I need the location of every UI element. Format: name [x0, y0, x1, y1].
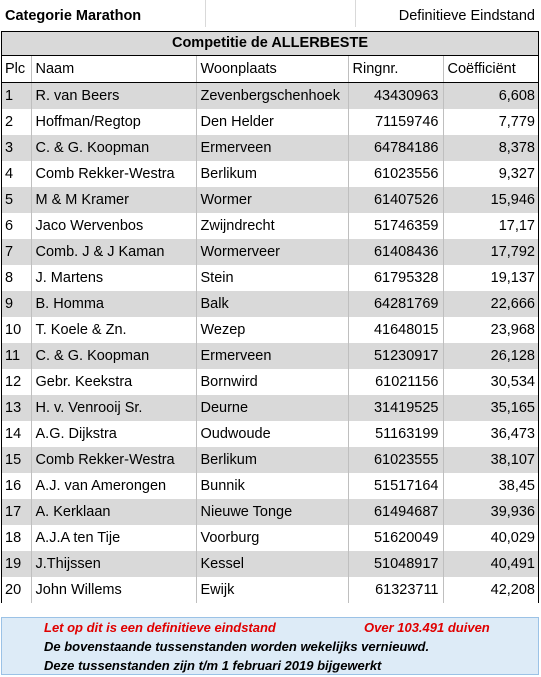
table-row	[1, 499, 539, 525]
cell-ringnr[interactable]: 61023555	[348, 447, 443, 473]
column-header-naam[interactable]: Naam	[31, 56, 196, 83]
table-row	[1, 109, 539, 135]
cell-woonplaats[interactable]: Ermerveen	[196, 135, 348, 161]
category-title: Categorie Marathon	[5, 8, 142, 24]
table-row	[1, 291, 539, 317]
cell-woonplaats[interactable]: Bunnik	[196, 473, 348, 499]
cell-coefficient[interactable]: 17,17	[443, 213, 539, 239]
cell-ringnr[interactable]: 61795328	[348, 265, 443, 291]
table-row	[1, 421, 539, 447]
cell-coefficient[interactable]: 42,208	[443, 577, 539, 603]
cell-ringnr[interactable]: 51163199	[348, 421, 443, 447]
table-row	[1, 317, 539, 343]
table-row	[1, 213, 539, 239]
cell-coefficient[interactable]: 8,378	[443, 135, 539, 161]
cell-plc[interactable]: 5	[1, 187, 31, 213]
table-row	[1, 83, 539, 110]
cell-coefficient[interactable]: 19,137	[443, 265, 539, 291]
update-date-note: Deze tussenstanden zijn t/m 1 februari 2019 bijgewerkt	[44, 658, 382, 673]
cell-coefficient[interactable]: 36,473	[443, 421, 539, 447]
cell-woonplaats[interactable]: Balk	[196, 291, 348, 317]
table-row	[1, 265, 539, 291]
cell-coefficient[interactable]: 17,792	[443, 239, 539, 265]
cell-naam[interactable]: H. v. Venrooij Sr.	[31, 395, 196, 421]
cell-naam[interactable]: Jaco Wervenbos	[31, 213, 196, 239]
cell-coefficient[interactable]: 35,165	[443, 395, 539, 421]
cell-ringnr[interactable]: 51048917	[348, 551, 443, 577]
standing-status: Definitieve Eindstand	[398, 8, 535, 24]
cell-naam[interactable]: C. & G. Koopman	[31, 343, 196, 369]
cell-woonplaats[interactable]: Wormerveer	[196, 239, 348, 265]
cell-coefficient[interactable]: 40,029	[443, 525, 539, 551]
cell-plc[interactable]: 12	[1, 369, 31, 395]
cell-woonplaats[interactable]: Wezep	[196, 317, 348, 343]
cell-plc[interactable]: 19	[1, 551, 31, 577]
cell-plc[interactable]: 17	[1, 499, 31, 525]
cell-naam[interactable]: John Willems	[31, 577, 196, 603]
table-row	[1, 161, 539, 187]
cell-woonplaats[interactable]: Wormer	[196, 187, 348, 213]
cell-woonplaats[interactable]: Voorburg	[196, 525, 348, 551]
cell-plc[interactable]: 13	[1, 395, 31, 421]
cell-plc[interactable]: 10	[1, 317, 31, 343]
table-row	[1, 473, 539, 499]
cell-naam[interactable]: A. Kerklaan	[31, 499, 196, 525]
cell-naam[interactable]: Comb Rekker-Westra	[31, 447, 196, 473]
cell-plc[interactable]: 7	[1, 239, 31, 265]
cell-woonplaats[interactable]: Zwijndrecht	[196, 213, 348, 239]
cell-naam[interactable]: J. Martens	[31, 265, 196, 291]
cell-woonplaats[interactable]: Zevenbergschenhoek	[196, 83, 348, 110]
footer-notes	[1, 617, 539, 675]
cell-ringnr[interactable]: 31419525	[348, 395, 443, 421]
column-header-woonplaats[interactable]: Woonplaats	[196, 56, 348, 83]
cell-ringnr[interactable]: 64784186	[348, 135, 443, 161]
cell-naam[interactable]: Gebr. Keekstra	[31, 369, 196, 395]
cell-coefficient[interactable]: 6,608	[443, 83, 539, 110]
cell-ringnr[interactable]: 61023556	[348, 161, 443, 187]
cell-ringnr[interactable]: 61021156	[348, 369, 443, 395]
cell-woonplaats[interactable]: Oudwoude	[196, 421, 348, 447]
cell-coefficient[interactable]: 22,666	[443, 291, 539, 317]
cell-ringnr[interactable]: 51620049	[348, 525, 443, 551]
table-row	[1, 577, 539, 603]
header-row	[1, 56, 539, 83]
cell-plc[interactable]: 16	[1, 473, 31, 499]
table-row	[1, 447, 539, 473]
table-row	[1, 135, 539, 161]
cell-naam[interactable]: Comb Rekker-Westra	[31, 161, 196, 187]
cell-ringnr[interactable]: 51746359	[348, 213, 443, 239]
table-row	[1, 187, 539, 213]
table-row	[1, 343, 539, 369]
cell-coefficient[interactable]: 15,946	[443, 187, 539, 213]
cell-coefficient[interactable]: 9,327	[443, 161, 539, 187]
gridline	[355, 0, 356, 27]
cell-ringnr[interactable]: 51517164	[348, 473, 443, 499]
cell-woonplaats[interactable]: Den Helder	[196, 109, 348, 135]
cell-ringnr[interactable]: 61407526	[348, 187, 443, 213]
cell-ringnr[interactable]: 61323711	[348, 577, 443, 603]
cell-plc[interactable]: 3	[1, 135, 31, 161]
table-row	[1, 395, 539, 421]
cell-ringnr[interactable]: 71159746	[348, 109, 443, 135]
results-table	[1, 56, 539, 603]
cell-woonplaats[interactable]: Berlikum	[196, 161, 348, 187]
cell-naam[interactable]: M & M Kramer	[31, 187, 196, 213]
cell-coefficient[interactable]: 30,534	[443, 369, 539, 395]
cell-woonplaats[interactable]: Bornwird	[196, 369, 348, 395]
cell-woonplaats[interactable]: Ermerveen	[196, 343, 348, 369]
cell-plc[interactable]: 4	[1, 161, 31, 187]
cell-coefficient[interactable]: 38,107	[443, 447, 539, 473]
cell-ringnr[interactable]: 61494687	[348, 499, 443, 525]
cell-naam[interactable]: R. van Beers	[31, 83, 196, 110]
cell-woonplaats[interactable]: Berlikum	[196, 447, 348, 473]
table-row	[1, 239, 539, 265]
table-row	[1, 525, 539, 551]
cell-plc[interactable]: 18	[1, 525, 31, 551]
cell-naam[interactable]: Hoffman/Regtop	[31, 109, 196, 135]
cell-woonplaats[interactable]: Nieuwe Tonge	[196, 499, 348, 525]
cell-naam[interactable]: B. Homma	[31, 291, 196, 317]
cell-coefficient[interactable]: 7,779	[443, 109, 539, 135]
top-row	[0, 5, 541, 27]
cell-naam[interactable]: C. & G. Koopman	[31, 135, 196, 161]
cell-plc[interactable]: 20	[1, 577, 31, 603]
update-note: De bovenstaande tussenstanden worden wekelijks vernieuwd.	[44, 639, 430, 654]
cell-naam[interactable]: T. Koele & Zn.	[31, 317, 196, 343]
cell-woonplaats[interactable]: Ewijk	[196, 577, 348, 603]
cell-woonplaats[interactable]: Stein	[196, 265, 348, 291]
cell-plc[interactable]: 15	[1, 447, 31, 473]
competition-title: Competitie de ALLERBESTE	[1, 31, 539, 56]
cell-coefficient[interactable]: 40,491	[443, 551, 539, 577]
cell-plc[interactable]: 1	[1, 83, 31, 110]
table-row	[1, 551, 539, 577]
cell-woonplaats[interactable]: Deurne	[196, 395, 348, 421]
cell-ringnr[interactable]: 43430963	[348, 83, 443, 110]
table-row	[1, 369, 539, 395]
cell-naam[interactable]: A.J.A ten Tije	[31, 525, 196, 551]
cell-naam[interactable]: J.Thijssen	[31, 551, 196, 577]
cell-woonplaats[interactable]: Kessel	[196, 551, 348, 577]
gridline	[205, 0, 206, 27]
cell-coefficient[interactable]: 23,968	[443, 317, 539, 343]
cell-plc[interactable]: 14	[1, 421, 31, 447]
cell-coefficient[interactable]: 38,45	[443, 473, 539, 499]
cell-plc[interactable]: 8	[1, 265, 31, 291]
cell-coefficient[interactable]: 26,128	[443, 343, 539, 369]
column-header-plc[interactable]: Plc	[1, 56, 31, 83]
pigeon-count: Over 103.491 duiven	[364, 620, 490, 635]
cell-ringnr[interactable]: 51230917	[348, 343, 443, 369]
cell-ringnr[interactable]: 41648015	[348, 317, 443, 343]
cell-plc[interactable]: 6	[1, 213, 31, 239]
cell-plc[interactable]: 2	[1, 109, 31, 135]
column-header-coefficient[interactable]: Coëfficiënt	[443, 56, 539, 83]
cell-naam[interactable]: A.J. van Amerongen	[31, 473, 196, 499]
column-header-ringnr[interactable]: Ringnr.	[348, 56, 443, 83]
cell-coefficient[interactable]: 39,936	[443, 499, 539, 525]
cell-naam[interactable]: A.G. Dijkstra	[31, 421, 196, 447]
cell-plc[interactable]: 11	[1, 343, 31, 369]
definitive-notice: Let op dit is een definitieve eindstand	[44, 620, 276, 635]
cell-naam[interactable]: Comb. J & J Kaman	[31, 239, 196, 265]
cell-ringnr[interactable]: 61408436	[348, 239, 443, 265]
cell-plc[interactable]: 9	[1, 291, 31, 317]
cell-ringnr[interactable]: 64281769	[348, 291, 443, 317]
